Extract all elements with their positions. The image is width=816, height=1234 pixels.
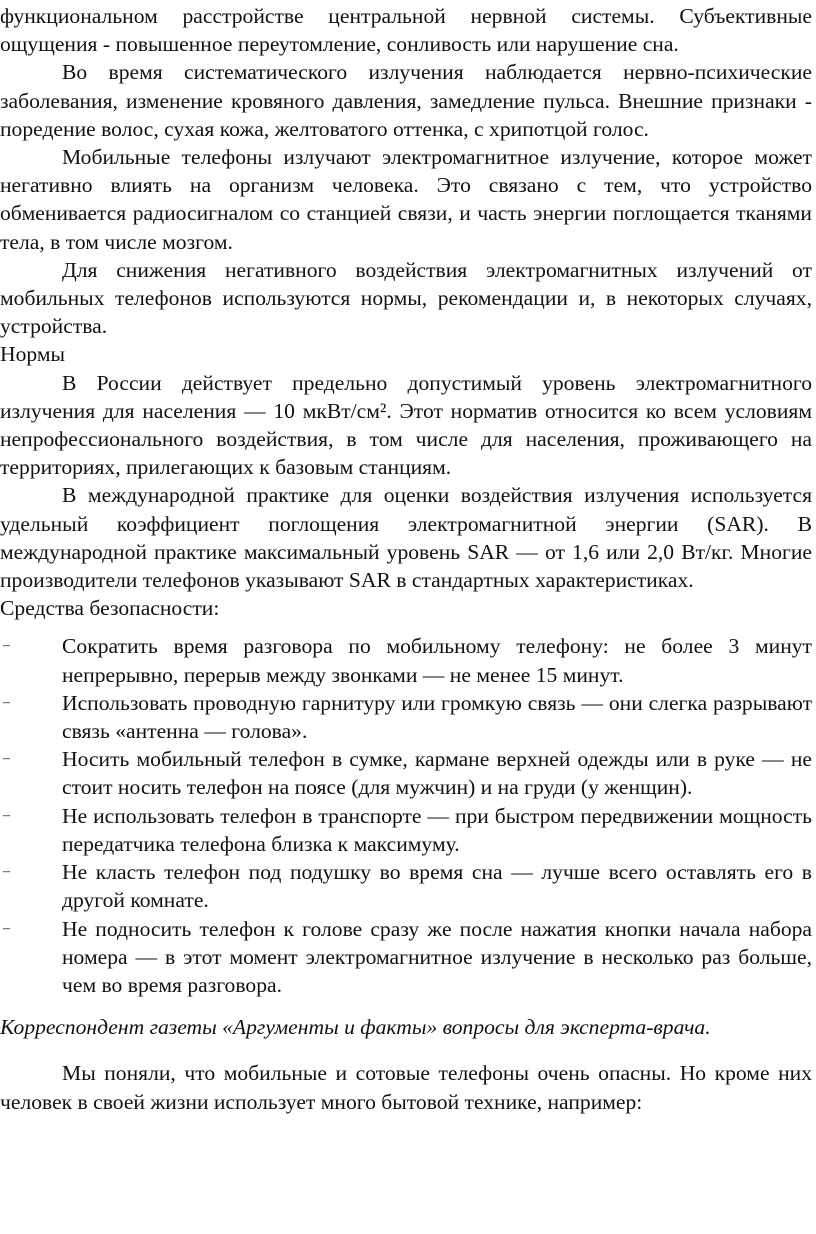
paragraph-sar: В международной практике для оценки воздействия излучения используется удельный коэффициент поглощения электромагнитной энергии (SAR). В международной практике максимальный уровень SAR — от 1,6 или 2,0 Вт/кг. Многие производители телефонов указывают SAR в стандартных характеристиках.: [0, 483, 812, 593]
list-item: [0, 632, 812, 688]
paragraph-continuation: функциональном расстройстве центральной нервной системы. Субъективные ощущения - повышенное переутомление, сонливость или нарушение сна.: [0, 4, 812, 57]
safety-heading: Средства безопасности:: [0, 596, 220, 621]
list-item: [0, 858, 812, 914]
safety-list: [0, 632, 812, 999]
list-item-text: Не использовать телефон в транспорте — при быстром передвижении мощность передатчика телефона близка к максимуму.: [62, 803, 812, 856]
paragraph-conclusion: Мы поняли, что мобильные и сотовые телефоны очень опасны. Но кроме них человек в своей жизни использует много бытовой технике, например:: [0, 1061, 812, 1114]
list-item: [0, 915, 812, 1000]
paragraph-russia-norm: В России действует предельно допустимый уровень электромагнитного излучения для населения — 10 мкВт/см². Этот норматив относится ко всем условиям непрофессионального воздействия, в том числе для населения, проживающего на территориях, прилегающих к базовым станциям.: [0, 370, 812, 480]
dash-bullet-icon: –: [3, 864, 10, 880]
list-item: [0, 802, 812, 858]
italic-note: Корреспондент газеты «Аргументы и факты» вопросы для эксперта-врача.: [0, 1015, 711, 1040]
list-item: [0, 745, 812, 801]
dash-bullet-icon: –: [3, 920, 10, 936]
list-item-text: Использовать проводную гарнитуру или громкую связь — они слегка разрывают связь «антенна — голова».: [62, 690, 812, 744]
dash-bullet-icon: –: [3, 694, 10, 710]
dash-bullet-icon: –: [3, 638, 10, 654]
dash-bullet-icon: –: [3, 751, 10, 767]
paragraph-reduction: Для снижения негативного воздействия электромагнитных излучений от мобильных телефонов используются нормы, рекомендации и, в некоторых случаях, устройства.: [0, 257, 812, 339]
paragraph-symptoms: Во время систематического излучения наблюдается нервно-психические заболевания, изменение кровяного давления, замедление пульса. Внешние признаки - поредение волос, сухая кожа, желтоватого оттенка, с хрипотцой голос.: [0, 60, 812, 141]
paragraph-mobile-radiation: Мобильные телефоны излучают электромагнитное излучение, которое может негативно влиять на организм человека. Это связано с тем, что устройство обменивается радиосигналом со станцией связи, и часть энергии поглощается тканями тела, в том числе мозгом.: [0, 145, 812, 254]
dash-bullet-icon: –: [3, 807, 10, 823]
list-item-text: Носить мобильный телефон в сумке, кармане верхней одежды или в руке — не стоит носить телефон на поясе (для мужчин) и на груди (у женщин).: [62, 747, 812, 800]
norms-heading: Нормы: [0, 342, 66, 367]
list-item-text: Не класть телефон под подушку во время сна — лучше всего оставлять его в другой комнате.: [62, 860, 812, 913]
list-item: [0, 689, 812, 745]
list-item-text: Не подносить телефон к голове сразу же после нажатия кнопки начала набора номера — в этот момент электромагнитное излучение в несколько раз больше, чем во время разговора.: [62, 916, 812, 997]
list-item-text: Сократить время разговора по мобильному телефону: не более 3 минут непрерывно, перерыв между звонками — не менее 15 минут.: [62, 634, 812, 687]
